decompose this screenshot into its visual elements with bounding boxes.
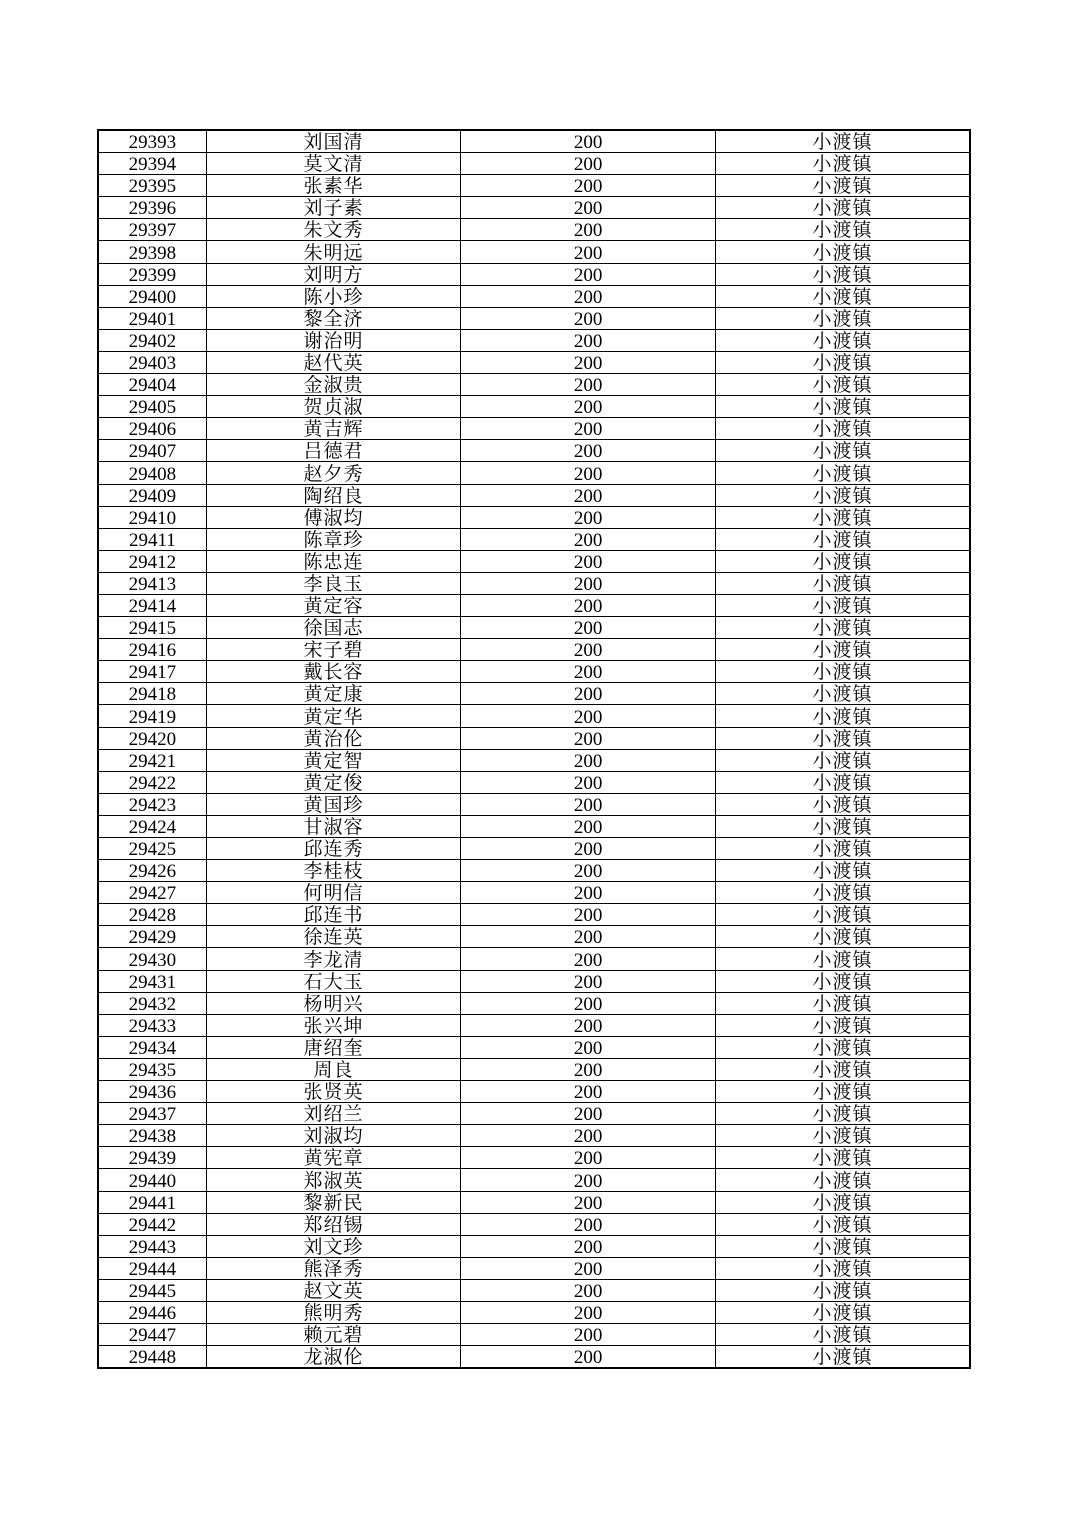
town-cell: 小渡镇 — [715, 970, 970, 992]
amount-cell: 200 — [461, 396, 716, 418]
name-cell: 张贤英 — [206, 1081, 461, 1103]
name-cell: 张兴坤 — [206, 1014, 461, 1036]
name-cell: 黎新民 — [206, 1191, 461, 1213]
table-row — [98, 241, 970, 263]
town-cell: 小渡镇 — [715, 484, 970, 506]
table-row — [98, 815, 970, 837]
row-number-cell: 29445 — [98, 1279, 206, 1301]
table-row — [98, 1324, 970, 1346]
name-cell: 宋子碧 — [206, 639, 461, 661]
row-number-cell: 29432 — [98, 992, 206, 1014]
town-cell: 小渡镇 — [715, 351, 970, 373]
town-cell: 小渡镇 — [715, 197, 970, 219]
name-cell: 何明信 — [206, 882, 461, 904]
amount-cell: 200 — [461, 175, 716, 197]
town-cell: 小渡镇 — [715, 1103, 970, 1125]
amount-cell: 200 — [461, 838, 716, 860]
name-cell: 黄定康 — [206, 683, 461, 705]
name-cell: 莫文清 — [206, 153, 461, 175]
town-cell: 小渡镇 — [715, 440, 970, 462]
name-cell: 石大玉 — [206, 970, 461, 992]
amount-cell: 200 — [461, 462, 716, 484]
amount-cell: 200 — [461, 970, 716, 992]
row-number-cell: 29433 — [98, 1014, 206, 1036]
table-row — [98, 1301, 970, 1323]
row-number-cell: 29394 — [98, 153, 206, 175]
table-row — [98, 727, 970, 749]
name-cell: 周良 — [206, 1058, 461, 1080]
row-number-cell: 29430 — [98, 948, 206, 970]
row-number-cell: 29420 — [98, 727, 206, 749]
town-cell: 小渡镇 — [715, 1257, 970, 1279]
roster-table — [97, 129, 971, 1369]
table-row — [98, 771, 970, 793]
town-cell: 小渡镇 — [715, 683, 970, 705]
row-number-cell: 29429 — [98, 926, 206, 948]
name-cell: 黄定智 — [206, 749, 461, 771]
amount-cell: 200 — [461, 153, 716, 175]
row-number-cell: 29397 — [98, 219, 206, 241]
amount-cell: 200 — [461, 285, 716, 307]
row-number-cell: 29427 — [98, 882, 206, 904]
table-row — [98, 528, 970, 550]
amount-cell: 200 — [461, 1301, 716, 1323]
table-row — [98, 418, 970, 440]
table-row — [98, 153, 970, 175]
row-number-cell: 29434 — [98, 1036, 206, 1058]
amount-cell: 200 — [461, 263, 716, 285]
name-cell: 甘淑容 — [206, 815, 461, 837]
table-row — [98, 705, 970, 727]
town-cell: 小渡镇 — [715, 838, 970, 860]
table-row — [98, 838, 970, 860]
amount-cell: 200 — [461, 594, 716, 616]
name-cell: 黎全济 — [206, 307, 461, 329]
row-number-cell: 29435 — [98, 1058, 206, 1080]
row-number-cell: 29408 — [98, 462, 206, 484]
amount-cell: 200 — [461, 307, 716, 329]
table-row — [98, 1346, 970, 1369]
row-number-cell: 29442 — [98, 1213, 206, 1235]
town-cell: 小渡镇 — [715, 661, 970, 683]
table-row — [98, 130, 970, 153]
row-number-cell: 29414 — [98, 594, 206, 616]
row-number-cell: 29423 — [98, 793, 206, 815]
town-cell: 小渡镇 — [715, 153, 970, 175]
name-cell: 金淑贵 — [206, 374, 461, 396]
name-cell: 赵夕秀 — [206, 462, 461, 484]
town-cell: 小渡镇 — [715, 1058, 970, 1080]
row-number-cell: 29444 — [98, 1257, 206, 1279]
table-row — [98, 661, 970, 683]
name-cell: 黄吉辉 — [206, 418, 461, 440]
amount-cell: 200 — [461, 1081, 716, 1103]
table-row — [98, 1169, 970, 1191]
amount-cell: 200 — [461, 351, 716, 373]
row-number-cell: 29421 — [98, 749, 206, 771]
amount-cell: 200 — [461, 1125, 716, 1147]
table-row — [98, 793, 970, 815]
table-row — [98, 374, 970, 396]
name-cell: 朱文秀 — [206, 219, 461, 241]
name-cell: 吕德君 — [206, 440, 461, 462]
town-cell: 小渡镇 — [715, 1081, 970, 1103]
table-row — [98, 1257, 970, 1279]
town-cell: 小渡镇 — [715, 1301, 970, 1323]
name-cell: 陈章珍 — [206, 528, 461, 550]
table-row — [98, 396, 970, 418]
name-cell: 熊泽秀 — [206, 1257, 461, 1279]
amount-cell: 200 — [461, 661, 716, 683]
table-row — [98, 197, 970, 219]
name-cell: 郑淑英 — [206, 1169, 461, 1191]
table-row — [98, 882, 970, 904]
town-cell: 小渡镇 — [715, 749, 970, 771]
name-cell: 陶绍良 — [206, 484, 461, 506]
row-number-cell: 29425 — [98, 838, 206, 860]
row-number-cell: 29412 — [98, 550, 206, 572]
table-row — [98, 1147, 970, 1169]
town-cell: 小渡镇 — [715, 617, 970, 639]
row-number-cell: 29438 — [98, 1125, 206, 1147]
name-cell: 黄定容 — [206, 594, 461, 616]
amount-cell: 200 — [461, 1213, 716, 1235]
table-row — [98, 1036, 970, 1058]
name-cell: 邱连秀 — [206, 838, 461, 860]
table-row — [98, 351, 970, 373]
name-cell: 刘明方 — [206, 263, 461, 285]
row-number-cell: 29441 — [98, 1191, 206, 1213]
name-cell: 陈忠连 — [206, 550, 461, 572]
town-cell: 小渡镇 — [715, 506, 970, 528]
table-row — [98, 219, 970, 241]
name-cell: 熊明秀 — [206, 1301, 461, 1323]
table-row — [98, 1058, 970, 1080]
table-row — [98, 285, 970, 307]
row-number-cell: 29437 — [98, 1103, 206, 1125]
amount-cell: 200 — [461, 374, 716, 396]
table-row — [98, 506, 970, 528]
name-cell: 贺贞淑 — [206, 396, 461, 418]
town-cell: 小渡镇 — [715, 175, 970, 197]
name-cell: 黄定华 — [206, 705, 461, 727]
amount-cell: 200 — [461, 1324, 716, 1346]
row-number-cell: 29403 — [98, 351, 206, 373]
row-number-cell: 29416 — [98, 639, 206, 661]
amount-cell: 200 — [461, 705, 716, 727]
name-cell: 刘文珍 — [206, 1235, 461, 1257]
table-row — [98, 594, 970, 616]
name-cell: 谢治明 — [206, 329, 461, 351]
table-row — [98, 683, 970, 705]
row-number-cell: 29424 — [98, 815, 206, 837]
town-cell: 小渡镇 — [715, 1014, 970, 1036]
row-number-cell: 29428 — [98, 904, 206, 926]
name-cell: 戴长容 — [206, 661, 461, 683]
town-cell: 小渡镇 — [715, 1191, 970, 1213]
table-row — [98, 1191, 970, 1213]
table-row — [98, 948, 970, 970]
row-number-cell: 29410 — [98, 506, 206, 528]
table-row — [98, 484, 970, 506]
amount-cell: 200 — [461, 771, 716, 793]
amount-cell: 200 — [461, 440, 716, 462]
town-cell: 小渡镇 — [715, 1213, 970, 1235]
table-row — [98, 329, 970, 351]
amount-cell: 200 — [461, 683, 716, 705]
row-number-cell: 29417 — [98, 661, 206, 683]
amount-cell: 200 — [461, 1257, 716, 1279]
amount-cell: 200 — [461, 882, 716, 904]
name-cell: 赖元碧 — [206, 1324, 461, 1346]
amount-cell: 200 — [461, 1103, 716, 1125]
row-number-cell: 29443 — [98, 1235, 206, 1257]
name-cell: 黄宪章 — [206, 1147, 461, 1169]
name-cell: 徐国志 — [206, 617, 461, 639]
amount-cell: 200 — [461, 793, 716, 815]
name-cell: 朱明远 — [206, 241, 461, 263]
town-cell: 小渡镇 — [715, 1279, 970, 1301]
town-cell: 小渡镇 — [715, 374, 970, 396]
town-cell: 小渡镇 — [715, 1125, 970, 1147]
table-row — [98, 263, 970, 285]
name-cell: 刘子素 — [206, 197, 461, 219]
row-number-cell: 29400 — [98, 285, 206, 307]
row-number-cell: 29419 — [98, 705, 206, 727]
amount-cell: 200 — [461, 572, 716, 594]
name-cell: 唐绍奎 — [206, 1036, 461, 1058]
table-row — [98, 970, 970, 992]
amount-cell: 200 — [461, 197, 716, 219]
name-cell: 黄国珍 — [206, 793, 461, 815]
row-number-cell: 29422 — [98, 771, 206, 793]
town-cell: 小渡镇 — [715, 815, 970, 837]
town-cell: 小渡镇 — [715, 860, 970, 882]
name-cell: 李良玉 — [206, 572, 461, 594]
town-cell: 小渡镇 — [715, 948, 970, 970]
table-row — [98, 860, 970, 882]
town-cell: 小渡镇 — [715, 926, 970, 948]
row-number-cell: 29406 — [98, 418, 206, 440]
name-cell: 刘国清 — [206, 130, 461, 153]
town-cell: 小渡镇 — [715, 1346, 970, 1369]
amount-cell: 200 — [461, 1169, 716, 1191]
amount-cell: 200 — [461, 241, 716, 263]
town-cell: 小渡镇 — [715, 550, 970, 572]
amount-cell: 200 — [461, 418, 716, 440]
row-number-cell: 29409 — [98, 484, 206, 506]
row-number-cell: 29395 — [98, 175, 206, 197]
town-cell: 小渡镇 — [715, 418, 970, 440]
amount-cell: 200 — [461, 904, 716, 926]
row-number-cell: 29404 — [98, 374, 206, 396]
table-row — [98, 749, 970, 771]
name-cell: 赵文英 — [206, 1279, 461, 1301]
row-number-cell: 29402 — [98, 329, 206, 351]
name-cell: 李桂枝 — [206, 860, 461, 882]
row-number-cell: 29413 — [98, 572, 206, 594]
row-number-cell: 29431 — [98, 970, 206, 992]
amount-cell: 200 — [461, 528, 716, 550]
table-row — [98, 639, 970, 661]
row-number-cell: 29439 — [98, 1147, 206, 1169]
town-cell: 小渡镇 — [715, 904, 970, 926]
town-cell: 小渡镇 — [715, 1036, 970, 1058]
amount-cell: 200 — [461, 1058, 716, 1080]
amount-cell: 200 — [461, 1235, 716, 1257]
row-number-cell: 29411 — [98, 528, 206, 550]
row-number-cell: 29399 — [98, 263, 206, 285]
name-cell: 赵代英 — [206, 351, 461, 373]
town-cell: 小渡镇 — [715, 130, 970, 153]
table-row — [98, 1081, 970, 1103]
town-cell: 小渡镇 — [715, 882, 970, 904]
name-cell: 李龙清 — [206, 948, 461, 970]
amount-cell: 200 — [461, 506, 716, 528]
town-cell: 小渡镇 — [715, 1169, 970, 1191]
amount-cell: 200 — [461, 1346, 716, 1369]
row-number-cell: 29401 — [98, 307, 206, 329]
table-row — [98, 1125, 970, 1147]
amount-cell: 200 — [461, 815, 716, 837]
row-number-cell: 29446 — [98, 1301, 206, 1323]
town-cell: 小渡镇 — [715, 219, 970, 241]
amount-cell: 200 — [461, 992, 716, 1014]
table-row — [98, 1014, 970, 1036]
table-row — [98, 904, 970, 926]
town-cell: 小渡镇 — [715, 528, 970, 550]
name-cell: 邱连书 — [206, 904, 461, 926]
amount-cell: 200 — [461, 860, 716, 882]
name-cell: 傅淑均 — [206, 506, 461, 528]
table-row — [98, 550, 970, 572]
table-row — [98, 1213, 970, 1235]
amount-cell: 200 — [461, 749, 716, 771]
amount-cell: 200 — [461, 1147, 716, 1169]
row-number-cell: 29396 — [98, 197, 206, 219]
table-row — [98, 1103, 970, 1125]
amount-cell: 200 — [461, 617, 716, 639]
town-cell: 小渡镇 — [715, 572, 970, 594]
table-row — [98, 992, 970, 1014]
roster-table-body — [98, 130, 970, 1368]
row-number-cell: 29398 — [98, 241, 206, 263]
name-cell: 刘绍兰 — [206, 1103, 461, 1125]
row-number-cell: 29415 — [98, 617, 206, 639]
town-cell: 小渡镇 — [715, 705, 970, 727]
town-cell: 小渡镇 — [715, 396, 970, 418]
town-cell: 小渡镇 — [715, 771, 970, 793]
name-cell: 黄定俊 — [206, 771, 461, 793]
amount-cell: 200 — [461, 948, 716, 970]
town-cell: 小渡镇 — [715, 241, 970, 263]
table-row — [98, 617, 970, 639]
amount-cell: 200 — [461, 219, 716, 241]
town-cell: 小渡镇 — [715, 263, 970, 285]
table-row — [98, 307, 970, 329]
table-row — [98, 1235, 970, 1257]
table-row — [98, 572, 970, 594]
row-number-cell: 29440 — [98, 1169, 206, 1191]
amount-cell: 200 — [461, 926, 716, 948]
town-cell: 小渡镇 — [715, 329, 970, 351]
town-cell: 小渡镇 — [715, 594, 970, 616]
row-number-cell: 29407 — [98, 440, 206, 462]
town-cell: 小渡镇 — [715, 639, 970, 661]
town-cell: 小渡镇 — [715, 727, 970, 749]
row-number-cell: 29447 — [98, 1324, 206, 1346]
name-cell: 陈小珍 — [206, 285, 461, 307]
row-number-cell: 29405 — [98, 396, 206, 418]
name-cell: 杨明兴 — [206, 992, 461, 1014]
name-cell: 郑绍锡 — [206, 1213, 461, 1235]
row-number-cell: 29418 — [98, 683, 206, 705]
amount-cell: 200 — [461, 1036, 716, 1058]
amount-cell: 200 — [461, 1014, 716, 1036]
amount-cell: 200 — [461, 329, 716, 351]
amount-cell: 200 — [461, 639, 716, 661]
row-number-cell: 29448 — [98, 1346, 206, 1369]
table-row — [98, 462, 970, 484]
table-row — [98, 926, 970, 948]
amount-cell: 200 — [461, 130, 716, 153]
town-cell: 小渡镇 — [715, 1235, 970, 1257]
row-number-cell: 29436 — [98, 1081, 206, 1103]
row-number-cell: 29426 — [98, 860, 206, 882]
name-cell: 龙淑伦 — [206, 1346, 461, 1369]
town-cell: 小渡镇 — [715, 307, 970, 329]
amount-cell: 200 — [461, 727, 716, 749]
town-cell: 小渡镇 — [715, 793, 970, 815]
town-cell: 小渡镇 — [715, 1147, 970, 1169]
name-cell: 黄治伦 — [206, 727, 461, 749]
town-cell: 小渡镇 — [715, 992, 970, 1014]
town-cell: 小渡镇 — [715, 462, 970, 484]
table-row — [98, 175, 970, 197]
amount-cell: 200 — [461, 484, 716, 506]
amount-cell: 200 — [461, 550, 716, 572]
name-cell: 刘淑均 — [206, 1125, 461, 1147]
table-row — [98, 1279, 970, 1301]
town-cell: 小渡镇 — [715, 1324, 970, 1346]
table-row — [98, 440, 970, 462]
amount-cell: 200 — [461, 1279, 716, 1301]
amount-cell: 200 — [461, 1191, 716, 1213]
row-number-cell: 29393 — [98, 130, 206, 153]
name-cell: 徐连英 — [206, 926, 461, 948]
town-cell: 小渡镇 — [715, 285, 970, 307]
name-cell: 张素华 — [206, 175, 461, 197]
